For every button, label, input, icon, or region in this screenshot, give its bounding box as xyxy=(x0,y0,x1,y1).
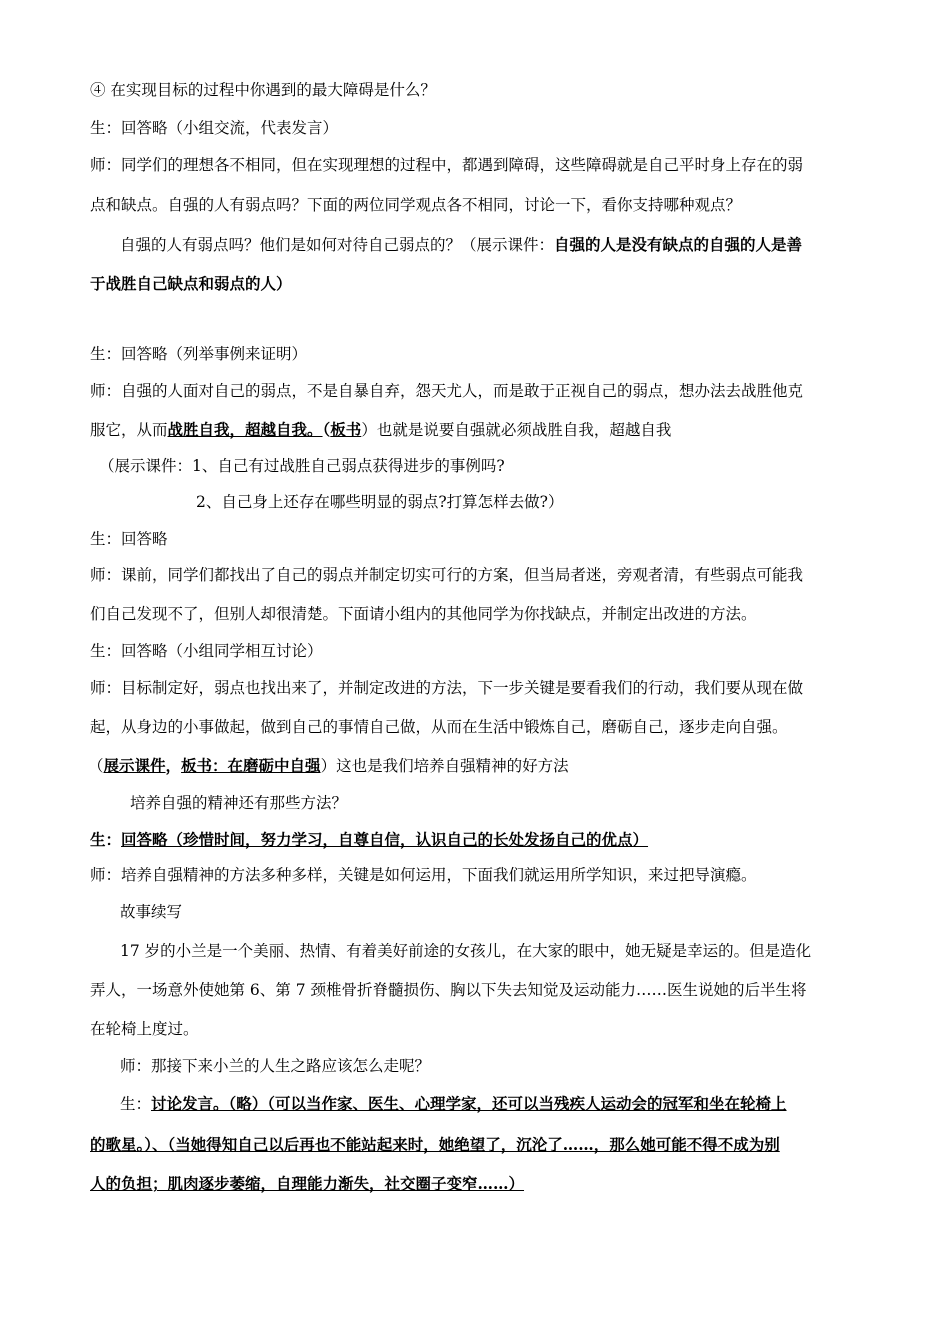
teacher-paragraph-4-line-1: 师：目标制定好，弱点也找出来了，并制定改进的方法，下一步关键是要看我们的行动，我们要从现在做 xyxy=(90,679,804,697)
teacher-paragraph-2-line-1: 师：自强的人面对自己的弱点，不是自暴自弃，怨天尤人，而是敢于正视自己的弱点，想办法去战胜他克 xyxy=(90,382,804,400)
teacher-paragraph-1-line-2: 点和缺点。自强的人有弱点吗？下面的两位同学观点各不相同，讨论一下，看你支持哪种观点？ xyxy=(90,196,742,214)
teacher-paragraph-5: 师：培养自强精神的方法多种多样，关键是如何运用，下面我们就运用所学知识，来过把导演瘾。 xyxy=(90,866,757,884)
text-segment: ， xyxy=(165,756,182,775)
text-segment: （ xyxy=(322,420,331,439)
student-answer-6-line-1 xyxy=(120,1093,787,1115)
story-line-2: 弄人，一场意外使她第 6、第 7 颈椎骨折脊髓损伤、胸以下失去知觉及运动能力……医生说她的后半生将 xyxy=(90,981,807,999)
student-answer-4: 生：回答略（小组同学相互讨论） xyxy=(90,642,323,660)
courseware-emphasis-cont: 于战胜自己缺点和弱点的人） xyxy=(90,274,292,293)
courseware-question-1: （展示课件：1、自己有过战胜自己弱点获得进步的事例吗? xyxy=(99,457,505,475)
board-heading-tempering: 板书：在磨砺中自强 xyxy=(181,756,321,775)
student-answer-3: 生：回答略 xyxy=(90,530,168,548)
board-note-label: 板书 xyxy=(330,420,362,439)
teacher-paragraph-4-line-2: 起，从身边的小事做起，做到自己的事情自己做，从而在生活中锻炼自己，磨砺自己，逐步走向自强。 xyxy=(90,718,788,736)
text-segment: ）也就是说要自强就必须战胜自我，超越自我 xyxy=(361,421,672,439)
story-heading: 故事续写 xyxy=(120,903,183,921)
student-answer-2: 生：回答略（列举事例来证明） xyxy=(90,345,308,363)
courseware-label: 展示课件 xyxy=(103,756,166,775)
student-answer-6-line-3: 人的负担；肌肉逐步萎缩，自理能力渐失，社交圈子变窄……） xyxy=(90,1174,525,1193)
teacher-paragraph-1-line-1: 师：同学们的理想各不相同，但在实现理想的过程中，都遇到障碍，这些障碍就是自己平时身上存在的弱 xyxy=(90,156,804,174)
student-answer-5 xyxy=(90,829,648,851)
student-answer-6-text: 讨论发言。（略）（可以当作家、医生、心理学家，还可以当残疾人运动会的冠军和坐在轮椅上 xyxy=(151,1094,787,1113)
board-note-line xyxy=(88,755,569,777)
teacher-paragraph-3-line-2: 们自己发现不了，但别人却很清楚。下面请小组内的其他同学为你找缺点，并制定出改进的方法。 xyxy=(90,605,757,623)
teacher-question-6: 师：那接下来小兰的人生之路应该怎么走呢？ xyxy=(120,1057,431,1075)
courseware-question-2: 2、自己身上还存在哪些明显的弱点?打算怎样去做?） xyxy=(196,493,564,511)
story-line-1: 17 岁的小兰是一个美丽、热情、有着美好前途的女孩儿，在大家的眼中，她无疑是幸运的。但是造化 xyxy=(120,942,812,960)
courseware-emphasis: 自强的人是没有缺点的自强的人是善 xyxy=(554,235,803,254)
methods-question: 培养自强的精神还有那些方法？ xyxy=(130,794,348,812)
text-segment: ）这也是我们培养自强精神的好方法 xyxy=(320,757,569,775)
text-segment: 服它，从而 xyxy=(90,421,168,439)
student-answer-6-line-2: 的歌星。）、（当她得知自己以后再也不能站起来时，她绝望了，沉沦了……，那么她可能不得不成为别 xyxy=(90,1135,780,1154)
courseware-question-text: 自强的人有弱点吗？他们是如何对待自己弱点的？（展示课件： xyxy=(120,236,555,254)
text-segment: （ xyxy=(88,757,104,775)
courseware-question xyxy=(120,234,802,256)
story-line-3: 在轮椅上度过。 xyxy=(90,1020,199,1038)
student-answer-1: 生：回答略（小组交流，代表发言） xyxy=(90,119,339,137)
student-answer-5-text: 回答略（珍惜时间，努力学习，自尊自信，认识自己的长处发扬自己的优点） xyxy=(121,830,649,849)
question-4: ④ 在实现目标的过程中你遇到的最大障碍是什么？ xyxy=(90,81,436,99)
teacher-paragraph-3-line-1: 师：课前，同学们都找出了自己的弱点并制定切实可行的方案，但当局者迷，旁观者清，有些弱点可能我 xyxy=(90,566,804,584)
teacher-paragraph-2-line-2 xyxy=(90,419,671,441)
student-prefix: 生： xyxy=(120,1095,152,1113)
student-prefix: 生： xyxy=(90,830,122,849)
board-heading-overcome-self: 战胜自我，超越自我。 xyxy=(167,420,323,439)
